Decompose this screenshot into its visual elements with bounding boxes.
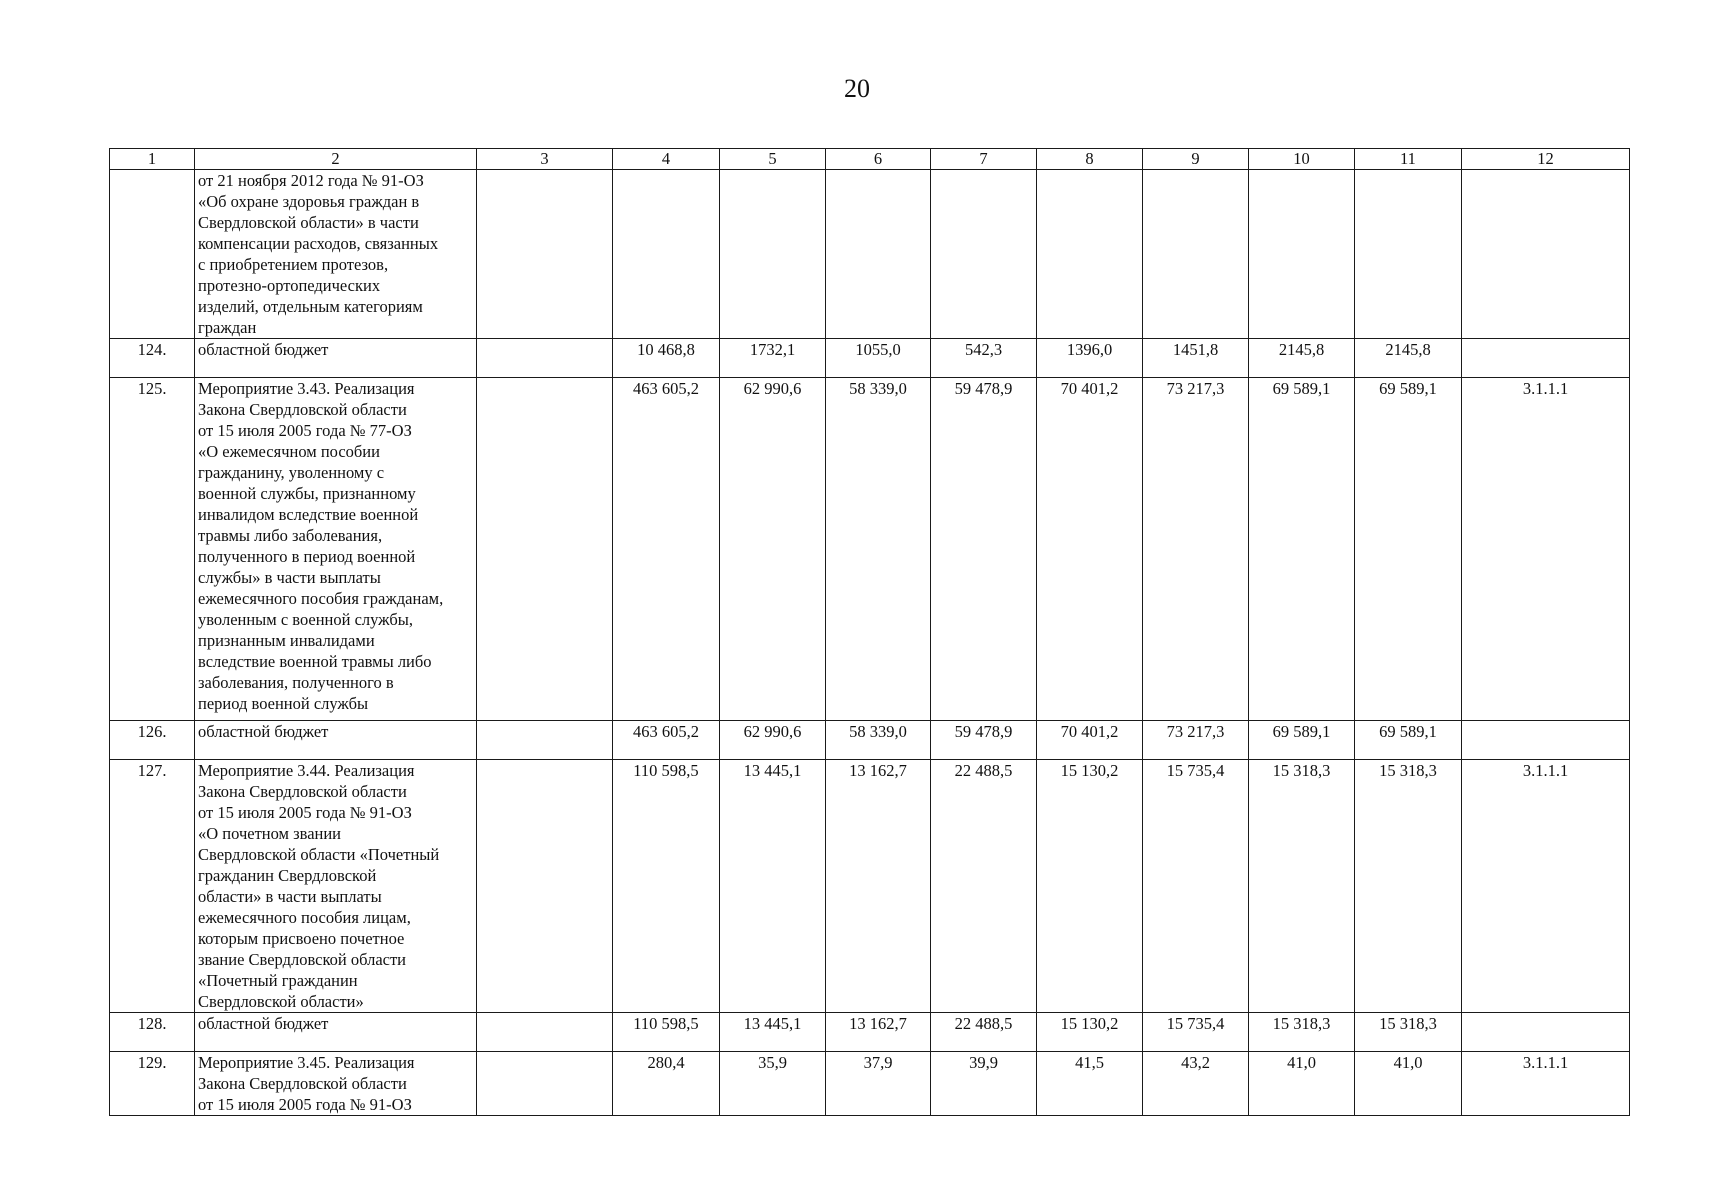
empty-cell bbox=[477, 1013, 613, 1052]
value-cell: 39,9 bbox=[931, 1052, 1037, 1116]
value-cell: 10 468,8 bbox=[613, 339, 720, 378]
value-cell: 15 735,4 bbox=[1143, 760, 1249, 1013]
value-cell: 463 605,2 bbox=[613, 721, 720, 760]
table-row-continuation bbox=[110, 170, 1630, 339]
table-body bbox=[110, 339, 1630, 1116]
value-cell: 41,0 bbox=[1249, 1052, 1355, 1116]
value-cell: 463 605,2 bbox=[613, 378, 720, 721]
row-description: областной бюджет bbox=[195, 339, 477, 378]
row-number-cell: 126. bbox=[110, 721, 195, 760]
column-header: 12 bbox=[1462, 149, 1630, 170]
table-row bbox=[110, 1013, 1630, 1052]
empty-cell bbox=[1462, 170, 1630, 339]
value-cell: 69 589,1 bbox=[1355, 378, 1462, 721]
value-cell: 41,5 bbox=[1037, 1052, 1143, 1116]
empty-cell bbox=[1037, 170, 1143, 339]
program-table bbox=[109, 148, 1630, 1116]
empty-cell bbox=[1249, 170, 1355, 339]
value-cell: 69 589,1 bbox=[1249, 721, 1355, 760]
value-cell: 110 598,5 bbox=[613, 1013, 720, 1052]
value-cell: 62 990,6 bbox=[720, 721, 826, 760]
page-number: 20 bbox=[844, 74, 870, 103]
table-row bbox=[110, 1052, 1630, 1116]
row-description: областной бюджет bbox=[195, 1013, 477, 1052]
value-cell: 15 735,4 bbox=[1143, 1013, 1249, 1052]
column-header: 5 bbox=[720, 149, 826, 170]
row-number-cell: 127. bbox=[110, 760, 195, 1013]
column-header: 4 bbox=[613, 149, 720, 170]
value-cell: 15 318,3 bbox=[1249, 760, 1355, 1013]
row-number-cell: 129. bbox=[110, 1052, 195, 1116]
row-description: Мероприятие 3.45. Реализация Закона Свердловской области от 15 июля 2005 года № 91-ОЗ bbox=[195, 1052, 477, 1116]
value-cell: 73 217,3 bbox=[1143, 721, 1249, 760]
value-cell: 59 478,9 bbox=[931, 378, 1037, 721]
value-cell: 15 130,2 bbox=[1037, 760, 1143, 1013]
empty-cell bbox=[477, 339, 613, 378]
value-cell: 1732,1 bbox=[720, 339, 826, 378]
target-code-cell: 3.1.1.1 bbox=[1462, 1052, 1630, 1116]
value-cell: 542,3 bbox=[931, 339, 1037, 378]
column-header: 11 bbox=[1355, 149, 1462, 170]
value-cell: 37,9 bbox=[826, 1052, 931, 1116]
column-header: 10 bbox=[1249, 149, 1355, 170]
value-cell: 59 478,9 bbox=[931, 721, 1037, 760]
value-cell: 15 318,3 bbox=[1355, 1013, 1462, 1052]
row-description: Мероприятие 3.43. Реализация Закона Свердловской области от 15 июля 2005 года № 77-ОЗ «О ежемесячном пособии гражданину, уволенному с военной службы, признанному инвалидом вследствие военной травмы либо заболевания, полученного в период военной службы» в части выплаты ежемесячного пособия гражданам, уволенным с военной службы, признанным инвалидами вследствие военной травмы либо заболевания, полученного в период военной службы bbox=[195, 378, 477, 721]
value-cell: 2145,8 bbox=[1355, 339, 1462, 378]
empty-cell bbox=[477, 721, 613, 760]
empty-cell bbox=[1143, 170, 1249, 339]
target-code-cell: 3.1.1.1 bbox=[1462, 760, 1630, 1013]
column-header: 6 bbox=[826, 149, 931, 170]
empty-cell bbox=[477, 378, 613, 721]
value-cell: 58 339,0 bbox=[826, 378, 931, 721]
column-header: 7 bbox=[931, 149, 1037, 170]
value-cell: 69 589,1 bbox=[1249, 378, 1355, 721]
value-cell: 70 401,2 bbox=[1037, 378, 1143, 721]
empty-cell bbox=[931, 170, 1037, 339]
value-cell: 22 488,5 bbox=[931, 1013, 1037, 1052]
value-cell: 35,9 bbox=[720, 1052, 826, 1116]
column-header: 9 bbox=[1143, 149, 1249, 170]
row-number-cell bbox=[110, 170, 195, 339]
row-number-cell: 128. bbox=[110, 1013, 195, 1052]
value-cell: 13 162,7 bbox=[826, 760, 931, 1013]
value-cell: 41,0 bbox=[1355, 1052, 1462, 1116]
empty-cell bbox=[477, 1052, 613, 1116]
value-cell: 73 217,3 bbox=[1143, 378, 1249, 721]
table-row bbox=[110, 339, 1630, 378]
empty-cell bbox=[826, 170, 931, 339]
column-number-row bbox=[110, 149, 1630, 170]
value-cell: 15 318,3 bbox=[1355, 760, 1462, 1013]
target-code-cell bbox=[1462, 721, 1630, 760]
column-header: 8 bbox=[1037, 149, 1143, 170]
target-code-cell bbox=[1462, 1013, 1630, 1052]
row-description: областной бюджет bbox=[195, 721, 477, 760]
value-cell: 1055,0 bbox=[826, 339, 931, 378]
row-number-cell: 124. bbox=[110, 339, 195, 378]
value-cell: 69 589,1 bbox=[1355, 721, 1462, 760]
value-cell: 13 445,1 bbox=[720, 1013, 826, 1052]
empty-cell bbox=[720, 170, 826, 339]
value-cell: 15 130,2 bbox=[1037, 1013, 1143, 1052]
value-cell: 62 990,6 bbox=[720, 378, 826, 721]
empty-cell bbox=[477, 760, 613, 1013]
target-code-cell bbox=[1462, 339, 1630, 378]
empty-cell bbox=[613, 170, 720, 339]
value-cell: 1396,0 bbox=[1037, 339, 1143, 378]
table-row bbox=[110, 721, 1630, 760]
value-cell: 13 445,1 bbox=[720, 760, 826, 1013]
table-row bbox=[110, 760, 1630, 1013]
empty-cell bbox=[1355, 170, 1462, 339]
column-header: 1 bbox=[110, 149, 195, 170]
column-header: 2 bbox=[195, 149, 477, 170]
row-description: от 21 ноября 2012 года № 91-ОЗ «Об охране здоровья граждан в Свердловской области» в части компенсации расходов, связанных с приобретением протезов, протезно-ортопедических изделий, отдельным категориям граждан bbox=[195, 170, 477, 339]
value-cell: 110 598,5 bbox=[613, 760, 720, 1013]
value-cell: 2145,8 bbox=[1249, 339, 1355, 378]
row-description: Мероприятие 3.44. Реализация Закона Свердловской области от 15 июля 2005 года № 91-ОЗ «О почетном звании Свердловской области «Почетный гражданин Свердловской области» в части выплаты ежемесячного пособия лицам, которым присвоено почетное звание Свердловской области «Почетный гражданин Свердловской области» bbox=[195, 760, 477, 1013]
value-cell: 70 401,2 bbox=[1037, 721, 1143, 760]
target-code-cell: 3.1.1.1 bbox=[1462, 378, 1630, 721]
value-cell: 280,4 bbox=[613, 1052, 720, 1116]
empty-cell bbox=[477, 170, 613, 339]
table-row bbox=[110, 378, 1630, 721]
row-number-cell: 125. bbox=[110, 378, 195, 721]
value-cell: 1451,8 bbox=[1143, 339, 1249, 378]
value-cell: 43,2 bbox=[1143, 1052, 1249, 1116]
value-cell: 13 162,7 bbox=[826, 1013, 931, 1052]
column-header: 3 bbox=[477, 149, 613, 170]
value-cell: 15 318,3 bbox=[1249, 1013, 1355, 1052]
value-cell: 22 488,5 bbox=[931, 760, 1037, 1013]
value-cell: 58 339,0 bbox=[826, 721, 931, 760]
